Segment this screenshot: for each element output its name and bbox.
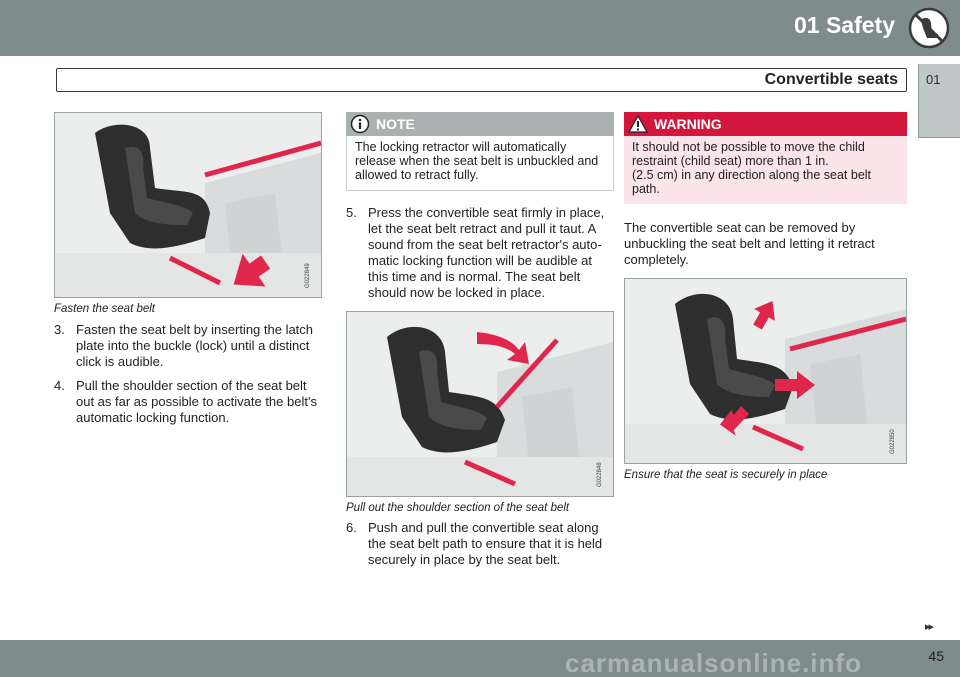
info-icon: [350, 114, 370, 134]
warning-triangle-icon: [628, 114, 648, 134]
section-header-bar: [56, 68, 907, 92]
warning-header: [624, 112, 907, 136]
section-title: Convertible seats: [764, 71, 898, 88]
child-seat-illustration: [55, 113, 321, 297]
step-text: Press the convertible seat firmly in place, let the seat belt retract and pull it taut. A sound from the seat belt retractor's auto-matic locking function will be audible at this time and is normal. The seat belt should now be locked in place.: [368, 205, 605, 300]
warning-line-2: (2.5 cm) in any direction along the seat belt path.: [632, 168, 872, 196]
step-text: Pull the shoulder section of the seat belt out as far as possible to activate the belt's automatic locking function.: [76, 378, 317, 425]
step-item: [54, 322, 322, 370]
warning-box: [624, 112, 907, 204]
step-text: Fasten the seat belt by inserting the latch plate into the buckle (lock) until a distinct click is audible.: [76, 322, 314, 369]
figure-caption: Ensure that the seat is securely in place: [624, 469, 828, 481]
note-title: NOTE: [376, 116, 415, 132]
figure-caption: Fasten the seat belt: [54, 303, 156, 315]
chapter-title: 01 Safety: [793, 12, 895, 38]
column-left: [54, 112, 322, 426]
next-page-arrows[interactable]: ▸▸: [925, 621, 933, 633]
step-text: Push and pull the convertible seat along the seat belt path to ensure that it is held securely in place by the seat belt.: [368, 520, 603, 567]
child-seat-illustration: [625, 279, 906, 463]
step-number: 5.: [346, 205, 357, 220]
warning-text: [624, 136, 907, 204]
step-number: 4.: [54, 378, 65, 393]
figure-code: G022850: [890, 429, 896, 454]
step-item: [54, 378, 322, 426]
step-number: 3.: [54, 322, 65, 337]
page-number: 45: [928, 648, 944, 664]
note-text: The locking retractor will automatically release when the seat belt is unbuckled and allowed to retract fully.: [346, 136, 614, 191]
warning-title: WARNING: [654, 116, 722, 132]
figure-fasten-belt: [54, 112, 322, 298]
note-header: [346, 112, 614, 136]
chapter-side-tab-label: 01: [926, 72, 941, 87]
child-seat-safety-icon: [907, 6, 951, 50]
figure-code: G022848: [597, 462, 603, 487]
child-seat-illustration: [347, 312, 613, 496]
column-middle: [346, 112, 614, 568]
step-number: 6.: [346, 520, 357, 535]
step-item: [346, 205, 614, 301]
removal-paragraph: The convertible seat can be removed by unbuckling the seat belt and letting it retract completely.: [624, 220, 875, 267]
figure-code: G022849: [305, 263, 311, 288]
column-right: [624, 112, 907, 481]
step-item: [346, 520, 614, 568]
warning-line-1: It should not be possible to move the child restraint (child seat) more than 1 in.: [632, 140, 865, 168]
figure-pull-shoulder-belt: [346, 311, 614, 497]
note-box: [346, 112, 614, 191]
figure-caption: Pull out the shoulder section of the seat belt: [346, 502, 570, 514]
watermark: carmanualsonline.info: [565, 648, 862, 677]
figure-secure-seat: [624, 278, 907, 464]
